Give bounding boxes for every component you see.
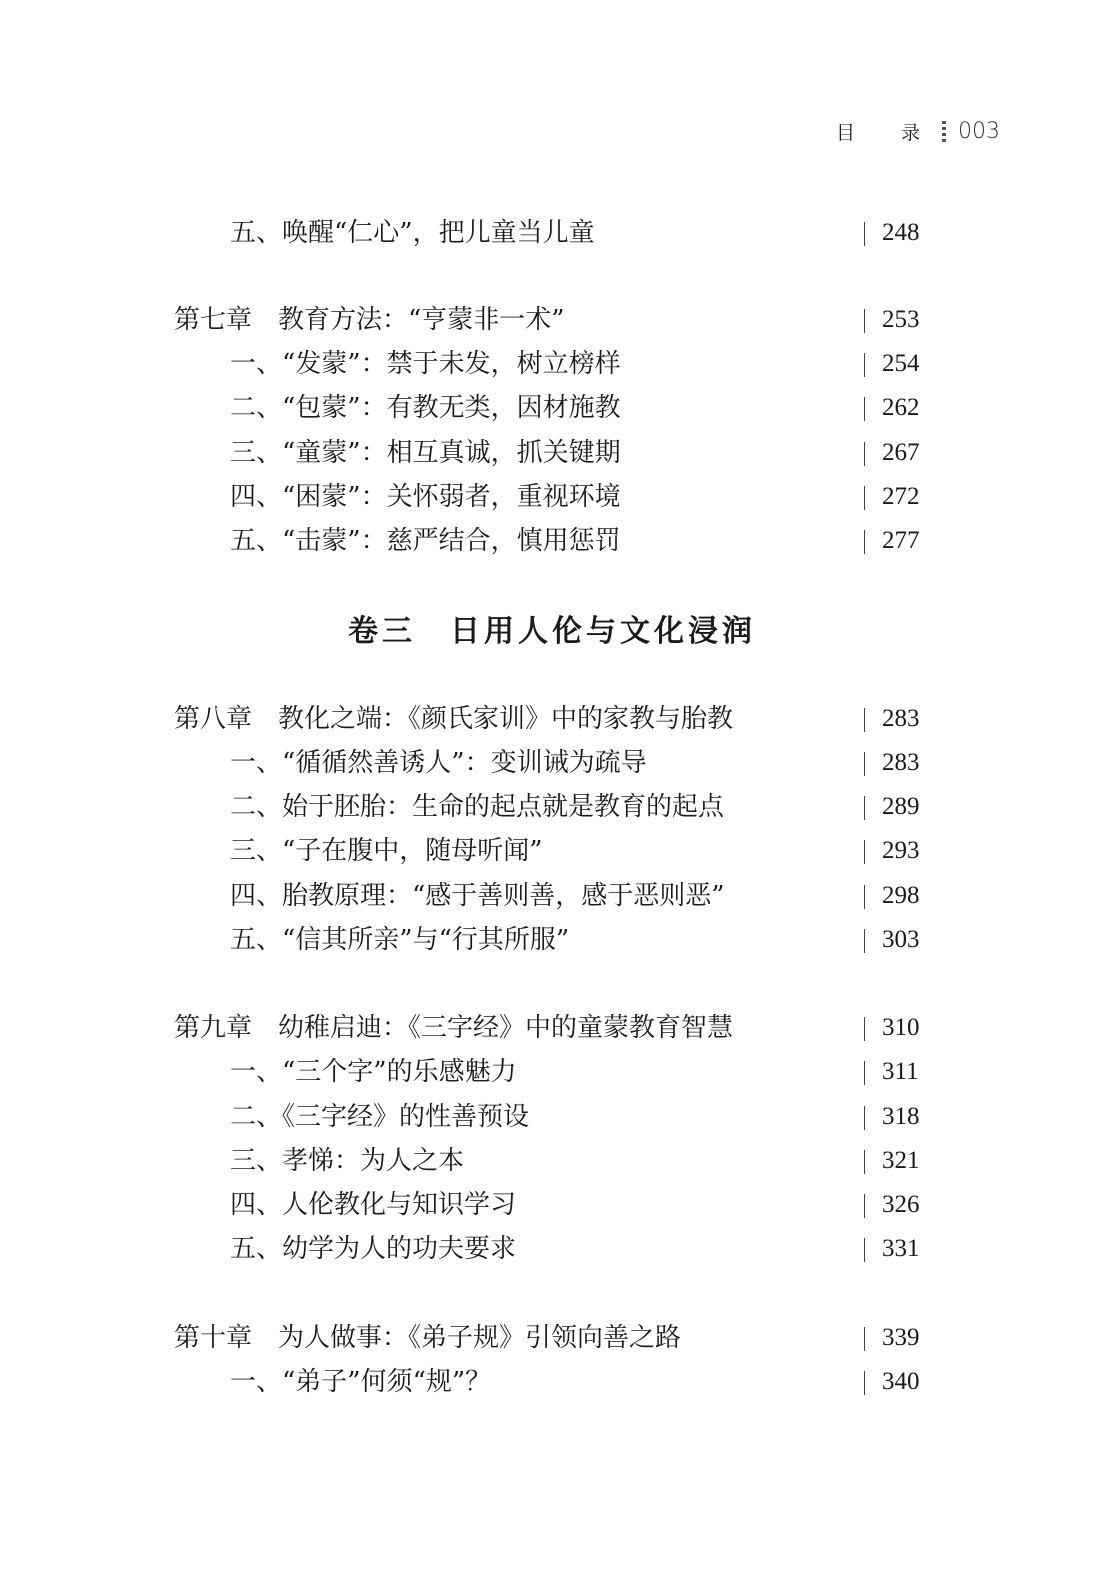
page-rule (864, 530, 865, 554)
toc-section-entry[interactable] (0, 344, 1104, 384)
toc-entry-title: 三、“童蒙”：相互真诚，抓关键期 (230, 438, 621, 468)
toc-entry-title: 二、“包蒙”：有教无类，因材施教 (230, 393, 621, 423)
page-rule (864, 885, 865, 909)
toc-entry-page: 267 (882, 439, 920, 466)
toc-entry-page: 254 (882, 350, 920, 377)
page-rule (864, 840, 865, 864)
page-rule (864, 486, 865, 510)
toc-entry-page: 340 (882, 1368, 920, 1395)
page-rule (864, 1327, 865, 1351)
page-rule (864, 1106, 865, 1130)
toc-entry-page: 289 (882, 793, 920, 820)
toc-entry-page: 283 (882, 749, 920, 776)
toc-section-entry[interactable] (0, 787, 1104, 827)
toc-entry-title: 四、人伦教化与知识学习 (230, 1190, 517, 1220)
toc-entry-title: 四、胎教原理：“感于善则善，感于恶则恶” (230, 881, 725, 911)
toc-entry-page: 272 (882, 483, 920, 510)
toc-entry-title: 一、“三个字”的乐感魅力 (230, 1057, 517, 1087)
toc-entry-title: 五、“击蒙”：慈严结合，慎用惩罚 (230, 526, 621, 556)
toc-entry-title: 四、“困蒙”：关怀弱者，重视环境 (230, 482, 621, 512)
toc-section-entry[interactable] (0, 213, 1104, 253)
page-rule (864, 222, 865, 246)
page-rule (864, 1150, 865, 1174)
page-rule (864, 1371, 865, 1395)
toc-chapter-entry[interactable] (0, 1008, 1104, 1048)
toc-section-entry[interactable] (0, 831, 1104, 871)
toc-entry-title: 第十章 为人做事：《弟子规》引领向善之路 (174, 1323, 682, 1353)
toc-entry-title: 第九章 幼稚启迪：《三字经》中的童蒙教育智慧 (174, 1013, 734, 1043)
toc-entry-page: 339 (882, 1324, 920, 1351)
toc-entry-page: 331 (882, 1235, 920, 1262)
toc-entry-page: 318 (882, 1103, 920, 1130)
volume-heading-text: 卷三 日用人伦与文化浸润 (348, 614, 756, 649)
toc-section-entry[interactable] (0, 433, 1104, 473)
toc-section-entry[interactable] (0, 388, 1104, 428)
toc-entry-title: 五、“信其所亲”与“行其所服” (230, 925, 570, 955)
toc-section-entry[interactable] (0, 1097, 1104, 1137)
page-rule (864, 1061, 865, 1085)
toc-entry-title: 三、“子在腹中，随母听闻” (230, 836, 543, 866)
page-rule (864, 1238, 865, 1262)
toc-section-entry[interactable] (0, 876, 1104, 916)
toc-entry-title: 五、唤醒“仁心”，把儿童当儿童 (230, 218, 595, 248)
toc-section-entry[interactable] (0, 1185, 1104, 1225)
running-head (836, 118, 1000, 145)
toc-section-entry[interactable] (0, 521, 1104, 561)
toc-entry-page: 248 (882, 219, 920, 246)
toc-entry-page: 326 (882, 1191, 920, 1218)
toc-entry-page: 311 (882, 1058, 919, 1085)
toc-entry-title: 一、“循循然善诱人”：变训诫为疏导 (230, 748, 647, 778)
page-rule (864, 442, 865, 466)
running-head-page-number: 003 (958, 119, 1000, 144)
toc-entry-page: 298 (882, 882, 920, 909)
toc-entry-title: 第八章 教化之端：《颜氏家训》中的家教与胎教 (174, 704, 734, 734)
toc-entry-title: 一、“发蒙”：禁于未发，树立榜样 (230, 349, 621, 379)
toc-entry-page: 283 (882, 705, 920, 732)
page-rule (864, 309, 865, 333)
toc-section-entry[interactable] (0, 477, 1104, 517)
running-head-separator (942, 121, 946, 143)
toc-entry-title: 三、孝悌：为人之本 (230, 1146, 465, 1176)
toc-entry-title: 一、“弟子”何须“规”？ (230, 1367, 492, 1397)
toc-entry-page: 310 (882, 1014, 920, 1041)
toc-entry-title: 二、始于胚胎：生命的起点就是教育的起点 (230, 792, 725, 822)
page-rule (864, 929, 865, 953)
page-rule (864, 752, 865, 776)
toc-section-entry[interactable] (0, 1052, 1104, 1092)
volume-heading (0, 612, 1104, 652)
toc-entry-page: 321 (882, 1147, 920, 1174)
toc-entry-page: 262 (882, 394, 920, 421)
toc-entry-title: 五、幼学为人的功夫要求 (230, 1234, 517, 1264)
toc-entry-page: 303 (882, 926, 920, 953)
toc-section-entry[interactable] (0, 743, 1104, 783)
page-rule (864, 353, 865, 377)
page-rule (864, 708, 865, 732)
toc-chapter-entry[interactable] (0, 300, 1104, 340)
page-rule (864, 1017, 865, 1041)
toc-entry-page: 253 (882, 306, 920, 333)
toc-section-entry[interactable] (0, 1229, 1104, 1269)
toc-entry-title: 第七章 教育方法：“亨蒙非一术” (174, 305, 565, 335)
page-rule (864, 1194, 865, 1218)
toc-chapter-entry[interactable] (0, 699, 1104, 739)
toc-section-entry[interactable] (0, 1141, 1104, 1181)
toc-section-entry[interactable] (0, 920, 1104, 960)
toc-entry-title: 二、《三字经》的性善预设 (230, 1102, 530, 1132)
toc-entry-page: 277 (882, 527, 920, 554)
toc-chapter-entry[interactable] (0, 1318, 1104, 1358)
toc-entry-page: 293 (882, 837, 920, 864)
toc-section-entry[interactable] (0, 1362, 1104, 1402)
page-rule (864, 397, 865, 421)
running-head-title: 目 录 (835, 122, 940, 144)
page-rule (864, 796, 865, 820)
